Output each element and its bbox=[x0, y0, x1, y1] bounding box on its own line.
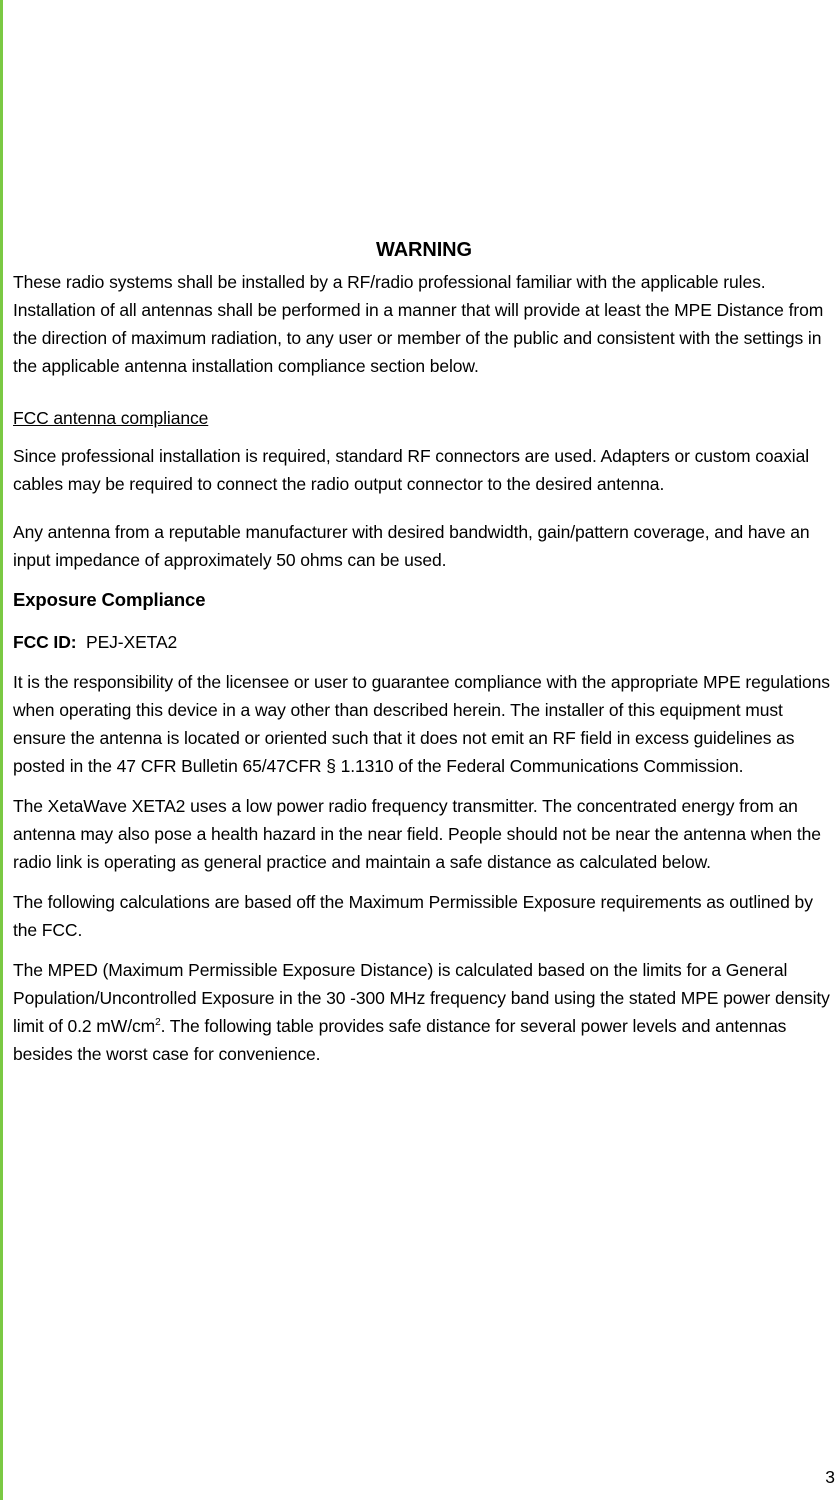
exposure-paragraph-3: The following calculations are based off the Maximum Permissible Exposure requirements as outlined by the FCC. bbox=[13, 892, 813, 940]
left-margin-rule bbox=[0, 0, 3, 1500]
warning-paragraph: These radio systems shall be installed by a RF/radio professional familiar with the applicable rules. Installation of all antennas shall be performed in a manner that will provide at least the MPE Distance from the direction of maximum radiation, to any user or member of the public and consistent with the settings in the applicable antenna installation compliance section below. bbox=[13, 272, 824, 376]
fcc-antenna-paragraph-1: Since professional installation is required, standard RF connectors are used. Adapters or custom coaxial cables may be required to connect the radio output connector to the desired antenna. bbox=[13, 446, 809, 494]
exposure-paragraph-4-text-b: . The following table provides safe distance for several power levels and antennas besides the worst case for convenience. bbox=[13, 1016, 787, 1064]
fcc-antenna-paragraph-2: Any antenna from a reputable manufacturer with desired bandwidth, gain/pattern coverage, and have an input impedance of approximately 50 ohms can be used. bbox=[13, 522, 810, 570]
exposure-compliance-heading: Exposure Compliance bbox=[13, 589, 206, 610]
exposure-paragraph-4-superscript: 2 bbox=[155, 1017, 161, 1029]
exposure-paragraph-4-text-a: The MPED (Maximum Permissible Exposure Distance) is calculated based on the limits for a General Population/Uncontrolled Exposure in the 30 -300 MHz frequency band using the stated MPE power density limit of 0.2 mW/cm bbox=[13, 960, 830, 1036]
warning-heading: WARNING bbox=[376, 239, 472, 261]
fcc-id-label: FCC ID: bbox=[13, 632, 77, 652]
fcc-id-value: PEJ-XETA2 bbox=[86, 632, 178, 652]
exposure-paragraph-4 bbox=[13, 956, 835, 1068]
exposure-paragraph-1: It is the responsibility of the licensee or user to guarantee compliance with the appropriate MPE regulations when operating this device in a way other than described herein. The installer of this equipment must ensure the antenna is located or oriented such that it does not emit an RF field in excess guidelines as posted in the 47 CFR Bulletin 65/47CFR § 1.1310 of the Federal Communications Commission. bbox=[13, 672, 830, 776]
page-content bbox=[13, 232, 835, 1068]
page-number: 3 bbox=[825, 1467, 835, 1487]
exposure-paragraph-2: The XetaWave XETA2 uses a low power radio frequency transmitter. The concentrated energy from an antenna may also pose a health hazard in the near field. People should not be near the antenna when the radio link is operating as general practice and maintain a safe distance as calculated below. bbox=[13, 796, 821, 872]
fcc-antenna-compliance-heading: FCC antenna compliance bbox=[13, 408, 209, 428]
fcc-id-line bbox=[13, 628, 835, 656]
